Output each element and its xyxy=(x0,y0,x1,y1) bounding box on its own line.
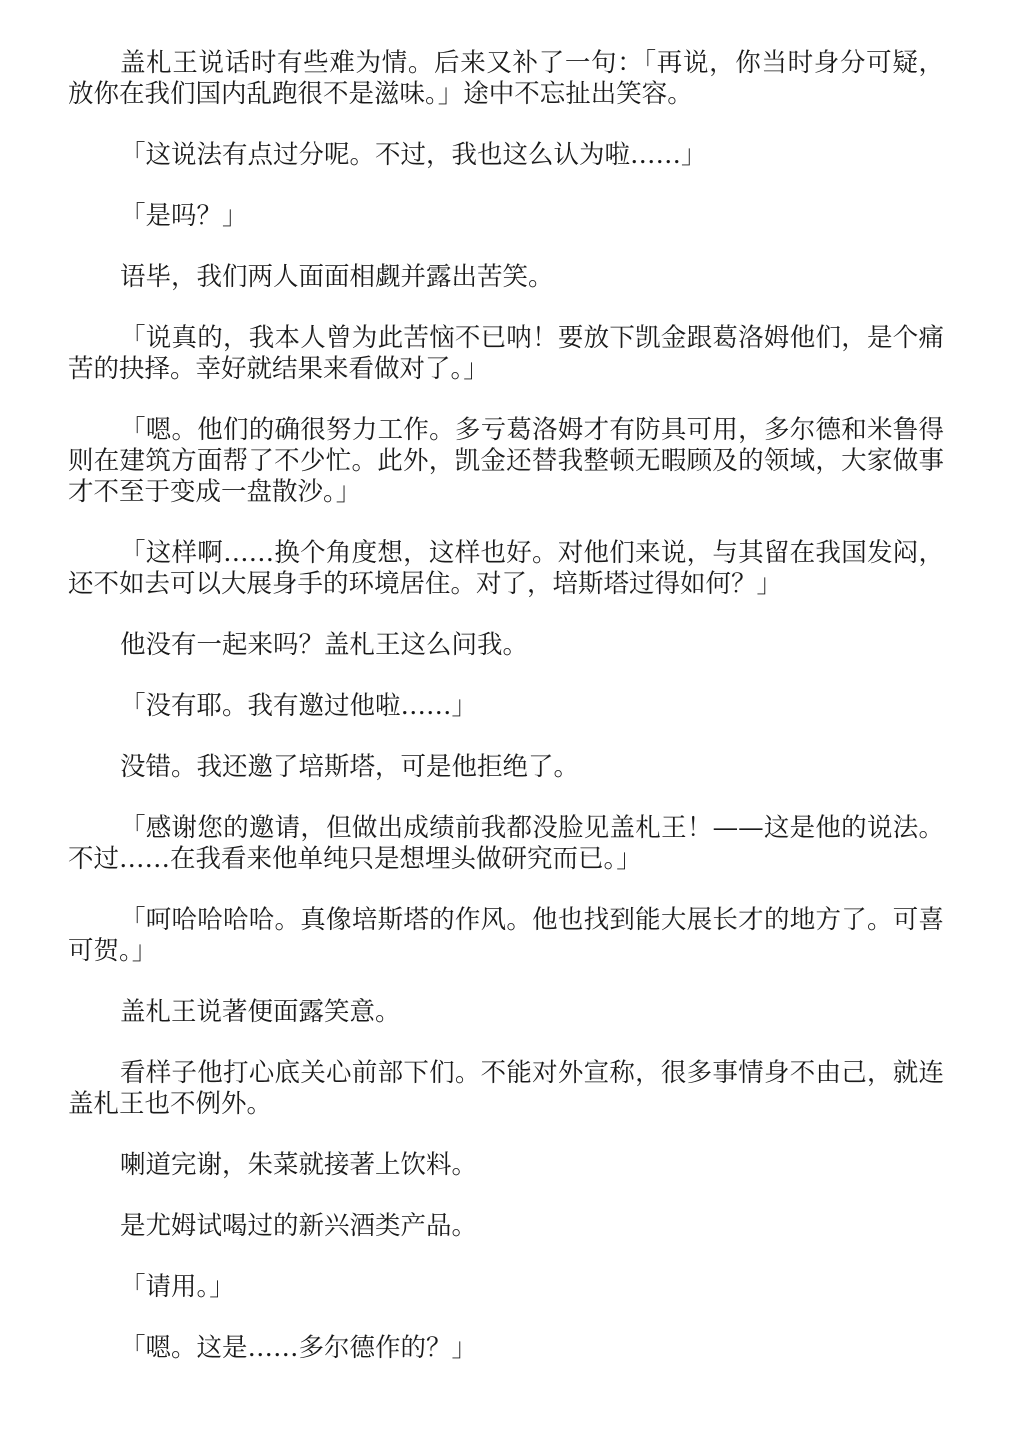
paragraph: 「说真的，我本人曾为此苦恼不已呐！要放下凯金跟葛洛姆他们，是个痛苦的抉择。幸好就结果来看做对了。」 xyxy=(68,323,944,384)
paragraph: 「嗯。这是……多尔德作的？」 xyxy=(120,1333,478,1363)
paragraph: 「这样啊……换个角度想，这样也好。对他们来说，与其留在我国发闷，还不如去可以大展身手的环境居住。对了，培斯塔过得如何？」 xyxy=(68,538,944,599)
paragraph: 是尤姆试喝过的新兴酒类产品。 xyxy=(120,1211,478,1241)
paragraph: 他没有一起来吗？盖札王这么问我。 xyxy=(120,630,529,660)
paragraph: 「嗯。他们的确很努力工作。多亏葛洛姆才有防具可用，多尔德和米鲁得则在建筑方面帮了不少忙。此外，凯金还替我整顿无暇顾及的领域，大家做事才不至于变成一盘散沙。」 xyxy=(68,415,944,507)
paragraph: 语毕，我们两人面面相觑并露出苦笑。 xyxy=(120,262,554,292)
paragraph: 盖札王说话时有些难为情。后来又补了一句：「再说，你当时身分可疑，放你在我们国内乱跑很不是滋味。」途中不忘扯出笑容。 xyxy=(68,48,944,109)
paragraph: 没错。我还邀了培斯塔，可是他拒绝了。 xyxy=(120,752,580,782)
paragraph: 盖札王说著便面露笑意。 xyxy=(120,997,401,1027)
paragraph: 「感谢您的邀请，但做出成绩前我都没脸见盖札王！——这是他的说法。不过……在我看来他单纯只是想埋头做研究而已。」 xyxy=(68,813,944,874)
document-page xyxy=(68,48,944,1394)
paragraph: 「这说法有点过分呢。不过，我也这么认为啦……」 xyxy=(120,140,707,170)
paragraph: 「没有耶。我有邀过他啦……」 xyxy=(120,691,478,721)
paragraph: 「是吗？」 xyxy=(120,201,248,231)
paragraph: 「呵哈哈哈哈。真像培斯塔的作风。他也找到能大展长才的地方了。可喜可贺。」 xyxy=(68,905,944,966)
paragraph: 喇道完谢，朱菜就接著上饮料。 xyxy=(120,1150,478,1180)
paragraph: 「请用。」 xyxy=(120,1272,235,1302)
paragraph: 看样子他打心底关心前部下们。不能对外宣称，很多事情身不由己，就连盖札王也不例外。 xyxy=(68,1058,944,1119)
